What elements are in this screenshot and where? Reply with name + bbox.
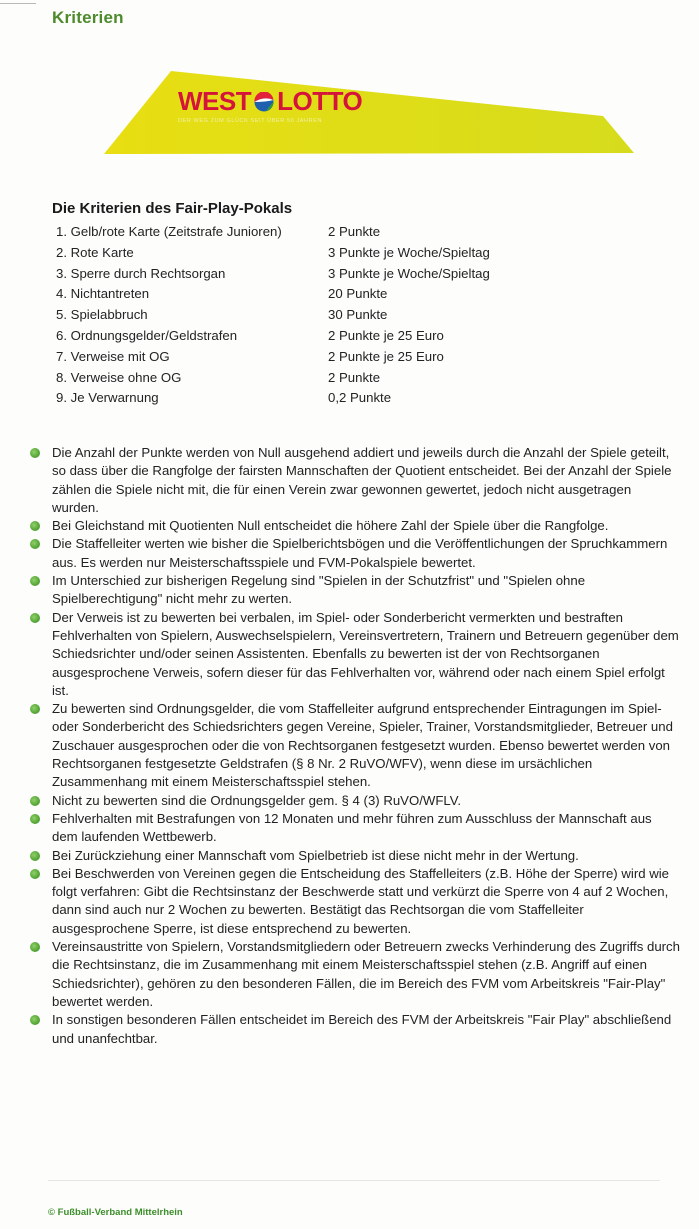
criteria-points: 2 Punkte je 25 Euro	[328, 348, 444, 364]
rule-item	[30, 1011, 680, 1048]
criteria-name: 2. Rote Karte	[56, 244, 134, 260]
logo-lotto: LOTTO	[277, 86, 363, 116]
rule-item	[30, 810, 680, 847]
criteria-row	[56, 264, 490, 285]
criteria-points: 30 Punkte	[328, 307, 388, 323]
criteria-row	[56, 243, 490, 264]
criteria-points: 0,2 Punkte	[328, 390, 392, 406]
rules-list	[30, 444, 680, 1048]
rule-item	[30, 700, 680, 791]
footer-divider	[48, 1180, 660, 1181]
criteria-name: 6. Ordnungsgelder/Geldstrafen	[56, 327, 238, 343]
rule-item	[30, 535, 680, 572]
criteria-name: 9. Je Verwarnung	[56, 390, 159, 406]
footer-copyright: © Fußball-Verband Mittelrhein	[48, 1207, 183, 1218]
bullet-icon	[30, 851, 40, 861]
criteria-name: 3. Sperre durch Rechtsorgan	[56, 265, 226, 281]
criteria-name: 5. Spielabbruch	[56, 307, 148, 323]
criteria-name: 8. Verweise ohne OG	[56, 369, 182, 385]
rule-text: Bei Beschwerden von Vereinen gegen die Entscheidung des Staffelleiters (z.B. Höhe der Sperre) wird wie folgt verfahren: Gibt die Rechtsinstanz der Beschwerde statt und verkürzt die Sperre von 4 auf 2 Wochen, dann sind auch nur 2 Wochen zu bewerten. Bestätigt das Rechtsorgan die vom Staffelleiter ausgesprochene Sperre, ist diese entsprechend zu bewerten.	[52, 865, 669, 936]
criteria-name: 4. Nichtantreten	[56, 286, 150, 302]
criteria-row	[56, 326, 490, 347]
bullet-icon	[30, 1015, 40, 1025]
rule-text: In sonstigen besonderen Fällen entscheidet im Bereich des FVM der Arbeitskreis "Fair Play" abschließend und unanfechtbar.	[52, 1012, 672, 1046]
westlotto-logo	[178, 86, 362, 116]
bullet-icon	[30, 539, 40, 549]
criteria-row	[56, 388, 490, 409]
criteria-points: 2 Punkte	[328, 369, 381, 385]
bullet-icon	[30, 576, 40, 586]
rule-item	[30, 938, 680, 1011]
criteria-name: 7. Verweise mit OG	[56, 348, 170, 364]
rule-item	[30, 572, 680, 609]
criteria-name: 1. Gelb/rote Karte (Zeitstrafe Junioren)	[56, 224, 282, 239]
page-title: Kriterien	[52, 8, 124, 27]
rule-text: Fehlverhalten mit Bestrafungen von 12 Monaten und mehr führen zum Ausschluss der Mannschaft aus dem laufenden Wettbewerb.	[52, 810, 652, 845]
criteria-points: 3 Punkte je Woche/Spieltag	[328, 265, 490, 281]
bullet-icon	[30, 448, 40, 458]
bullet-icon	[30, 704, 40, 714]
rule-text: Der Verweis ist zu bewerten bei verbalen, im Spiel- oder Sonderbericht vermerkten und bestraften Fehlverhalten von Spielern, Auswechselspielern, Vereinsvertretern, Trainern und Betreuern gegenüber dem Schiedsrichter und/oder seinen Assistenten. Ebenfalls zu bewerten ist der von Rechtsorganen ausgesprochene Verweis, sofern dieser für das Fehlverhalten vor, während oder nach einem Spiel erfolgt ist.	[52, 609, 679, 698]
rule-text: Bei Gleichstand mit Quotienten Null entscheidet die höhere Zahl der Spiele über die Rangfolge.	[52, 518, 609, 534]
rule-item	[30, 444, 680, 517]
criteria-points: 3 Punkte je Woche/Spieltag	[328, 244, 490, 260]
bullet-icon	[30, 521, 40, 531]
criteria-row	[56, 305, 490, 326]
criteria-points: 20 Punkte	[328, 286, 388, 302]
rule-item	[30, 847, 680, 865]
bullet-icon	[30, 796, 40, 806]
criteria-row	[56, 368, 490, 389]
logo-west: WEST	[178, 86, 252, 116]
criteria-row	[56, 284, 490, 305]
bullet-icon	[30, 814, 40, 824]
rule-text: Bei Zurückziehung einer Mannschaft vom Spielbetrieb ist diese nicht mehr in der Wertung.	[52, 847, 579, 863]
rule-text: Zu bewerten sind Ordnungsgelder, die vom Staffelleiter aufgrund entsprechender Eintragungen im Spiel- oder Sonderbericht des Schiedsrichters gegen Vereine, Spieler, Trainer, Vorstandsmitglieder, Betreuer und Zuschauer ausgesprochen oder die von Rechtsorganen festgesetzt wurden. Ebenso bewertet werden von Rechtsorganen festgesetzte Geldstrafen (§ 8 Nr. 2 RuVO/WFV), wenn diese im ursächlichen Zusammenhang mit einem Meisterschaftsspiel stehen.	[52, 701, 673, 790]
criteria-heading: Die Kriterien des Fair-Play-Pokals	[52, 200, 293, 217]
rule-text: Im Unterschied zur bisherigen Regelung sind "Spielen in der Schutzfrist" und "Spielen ohne Spielberechtigung" nicht mehr zu werten.	[52, 573, 586, 607]
rule-item	[30, 792, 680, 810]
globe-icon	[254, 92, 274, 112]
rule-text: Die Staffelleiter werten wie bisher die Spielberichtsbögen und die Veröffentlichungen der Spruchkammern aus. Es werden nur Meisterschaftsspiele und FVM-Pokalspiele bewertet.	[52, 536, 668, 570]
westlotto-banner	[0, 0, 699, 170]
rule-text: Die Anzahl der Punkte werden von Null ausgehend addiert und jeweils durch die Anzahl der Spiele geteilt, so dass über die Rangfolge der fairsten Mannschaften der Quotient entscheidet. Bei der Anzahl der Spiele zählen die Spiele nicht mit, die für einen Verein zwar gewonnen gewertet, jedoch nicht ausgetragen wurden.	[52, 445, 672, 515]
criteria-table	[56, 222, 490, 409]
bullet-icon	[30, 613, 40, 623]
logo-tagline: DER WEG ZUM GLÜCK SEIT ÜBER 50 JAHREN	[178, 118, 323, 124]
rule-item	[30, 609, 680, 700]
bullet-icon	[30, 942, 40, 952]
rule-text: Vereinsaustritte von Spielern, Vorstandsmitgliedern oder Betreuern zwecks Verhinderung des Zugriffs durch die Rechtsinstanz, die im Zusammenhang mit einem Meisterschaftsspiel stehen (z.B. Angriff auf einen Schiedsrichter), gehören zu den besonderen Fällen, die im Bereich des FVM vom Arbeitskreis "Fair-Play" bewertet werden.	[52, 939, 680, 1009]
criteria-points: 2 Punkte je 25 Euro	[328, 327, 444, 343]
bullet-icon	[30, 869, 40, 879]
criteria-row	[56, 347, 490, 368]
rule-text: Nicht zu bewerten sind die Ordnungsgelder gem. § 4 (3) RuVO/WFLV.	[52, 792, 462, 808]
rule-item	[30, 865, 680, 938]
rule-item	[30, 517, 680, 535]
criteria-points: 2 Punkte	[328, 224, 381, 239]
criteria-row	[56, 222, 490, 243]
